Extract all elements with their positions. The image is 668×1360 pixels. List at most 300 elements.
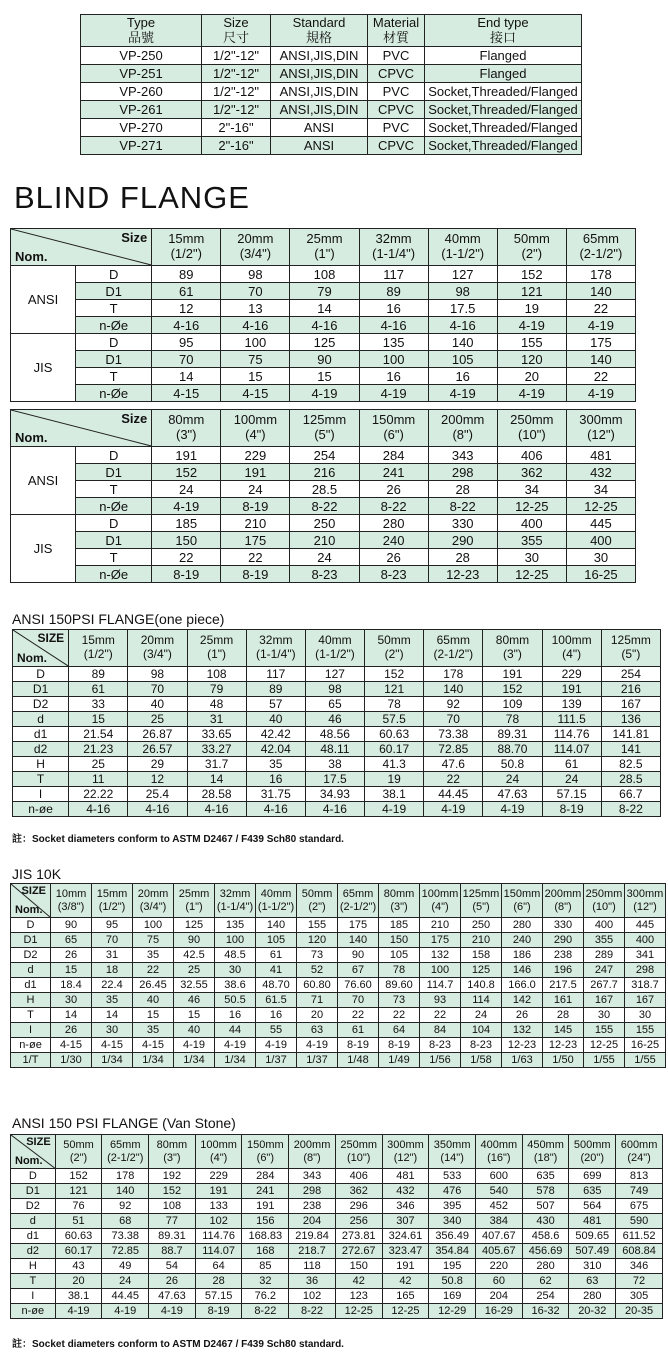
size-mm: 250mm: [585, 887, 623, 900]
size-mm: 80mm: [156, 1138, 188, 1151]
dimension-value: 1/48: [338, 1053, 379, 1068]
dimension-value: 47.6: [424, 757, 483, 772]
dimension-value: 256: [335, 1214, 382, 1229]
dimension-value: 60.80: [297, 978, 338, 993]
dimension-value: 400: [584, 918, 625, 933]
dimension-value: 33.27: [187, 742, 246, 757]
size-inch: (1-1/2"): [257, 900, 295, 913]
dimension-value: 117: [359, 266, 428, 283]
dimension-value: 117: [246, 667, 305, 682]
dimension-value: 14: [290, 300, 359, 317]
dimension-value: 12: [152, 300, 221, 317]
type-table-cell: VP-261: [81, 101, 202, 119]
dimension-label: d: [13, 712, 69, 727]
size-inch: (3"): [502, 647, 522, 661]
size-header-cell: [359, 229, 428, 266]
dimension-value: 289: [584, 948, 625, 963]
dimension-value: 57.15: [542, 787, 601, 802]
dimension-value: 22: [133, 963, 174, 978]
spec-row: [11, 1244, 663, 1259]
dimension-value: 140: [424, 682, 483, 697]
size-header-label: SIZE: [21, 885, 46, 897]
dimension-value: 71: [297, 993, 338, 1008]
dimension-value: 8-22: [601, 802, 660, 817]
dimension-value: 19: [497, 300, 566, 317]
dimension-value: 4-19: [102, 1304, 149, 1319]
dimension-label: D: [11, 1169, 56, 1184]
dimension-value: 12-25: [497, 498, 566, 515]
dimension-value: 400: [625, 933, 666, 948]
size-mm: 15mm: [96, 887, 128, 900]
dimension-value: 135: [215, 918, 256, 933]
dimension-label: d1: [13, 727, 69, 742]
type-table-header-cell: [271, 15, 368, 47]
size-inch: (5"): [621, 647, 641, 661]
dimension-value: 150: [335, 1259, 382, 1274]
size-nom-corner-cell: [11, 410, 152, 447]
type-table-cell: ANSI,JIS,DIN: [271, 101, 368, 119]
nom-header-label: Nom.: [17, 651, 47, 665]
dimension-value: 15: [174, 1008, 215, 1023]
size-header-label: SIZE: [26, 1136, 51, 1148]
header-chinese: 接口: [489, 29, 516, 45]
blind-flange-table-1: [10, 228, 636, 402]
dimension-value: 146: [502, 963, 543, 978]
dimension-value: 41.3: [365, 757, 424, 772]
dimension-value: 8-19: [338, 1038, 379, 1053]
size-header-cell: [69, 630, 128, 667]
dimension-value: 102: [195, 1214, 242, 1229]
dimension-value: 12-25: [584, 1038, 625, 1053]
dimension-value: 12-29: [429, 1304, 476, 1319]
ansi150-van-stone-note: 註：Socket diameters conform to ASTM D2467 / F439 Sch80 standard.: [12, 1339, 344, 1350]
size-inch: (12"): [393, 1151, 418, 1164]
blind-flange-table-2: [10, 409, 636, 583]
dimension-value: 57: [246, 697, 305, 712]
dimension-value: 61: [338, 1023, 379, 1038]
dimension-value: 675: [616, 1199, 663, 1214]
size-header-cell: [543, 884, 584, 918]
dimension-value: 82.5: [601, 757, 660, 772]
dimension-value: 4-19: [290, 385, 359, 402]
dimension-value: 210: [420, 918, 461, 933]
dimension-value: 132: [420, 948, 461, 963]
dimension-value: 12-23: [543, 1038, 584, 1053]
size-header-cell: [522, 1135, 569, 1169]
ansi150-van-stone-title: ANSI 150 PSI FLANGE (Van Stone): [12, 1115, 236, 1131]
jis10k-table: [10, 883, 666, 1068]
dimension-value: 15: [290, 368, 359, 385]
dimension-value: 76.2: [242, 1289, 289, 1304]
dimension-value: 8-22: [359, 498, 428, 515]
type-table-cell: VP-251: [81, 65, 202, 83]
dimension-value: 30: [215, 963, 256, 978]
dimension-value: 85: [242, 1259, 289, 1274]
dimension-value: 1/34: [215, 1053, 256, 1068]
dimension-value: 4-16: [187, 802, 246, 817]
dimension-value: 210: [221, 515, 290, 532]
dimension-value: 533: [429, 1169, 476, 1184]
dimension-value: 100: [420, 963, 461, 978]
size-inch: (6"): [513, 900, 531, 913]
dimension-value: 140: [566, 283, 635, 300]
dimension-value: 141.81: [601, 727, 660, 742]
type-table-cell: ANSI: [271, 137, 368, 155]
dimension-value: 481: [566, 447, 635, 464]
dimension-value: 111.5: [542, 712, 601, 727]
dimension-value: 1/30: [51, 1053, 92, 1068]
dimension-value: 140: [566, 351, 635, 368]
dimension-value: 166.0: [502, 978, 543, 993]
spec-row: [11, 1304, 663, 1319]
size-header-cell: [215, 884, 256, 918]
spec-row: [11, 948, 666, 963]
dimension-value: 343: [289, 1169, 336, 1184]
dimension-value: 406: [335, 1169, 382, 1184]
dimension-value: 30: [625, 1008, 666, 1023]
size-mm: 40mm: [318, 633, 352, 648]
size-mm: 50mm: [377, 633, 411, 648]
blind-flange-title: BLIND FLANGE: [14, 180, 250, 215]
dimension-value: 4-19: [149, 1304, 196, 1319]
dimension-label: n-Øe: [76, 498, 152, 515]
dimension-value: 26: [149, 1274, 196, 1289]
dimension-label: T: [76, 549, 152, 566]
nom-header-label: Nom.: [15, 904, 43, 916]
dimension-value: 26: [359, 481, 428, 498]
dimension-value: 1/56: [420, 1053, 461, 1068]
size-header-cell: [133, 884, 174, 918]
size-inch: (18"): [533, 1151, 558, 1164]
type-table-header-cell: [368, 15, 425, 47]
dimension-value: 54: [149, 1259, 196, 1274]
dimension-value: 114: [461, 993, 502, 1008]
dimension-value: 100: [215, 933, 256, 948]
size-mm: 40mm: [444, 231, 481, 247]
dimension-value: 30: [92, 1023, 133, 1038]
dimension-value: 44.45: [102, 1289, 149, 1304]
type-table-row: [81, 137, 582, 155]
dimension-value: 35: [246, 757, 305, 772]
dimension-label: D: [11, 918, 51, 933]
size-mm: 600mm: [620, 1138, 658, 1151]
size-inch: (4"): [245, 427, 266, 442]
dimension-value: 12: [128, 772, 187, 787]
dimension-value: 24: [102, 1274, 149, 1289]
dimension-value: 55: [256, 1023, 297, 1038]
dimension-value: 70: [92, 933, 133, 948]
dimension-value: 4-16: [428, 317, 497, 334]
dimension-value: 196: [543, 963, 584, 978]
dimension-label: I: [11, 1023, 51, 1038]
dimension-value: 90: [51, 918, 92, 933]
blind-flange-row: [11, 566, 636, 583]
size-mm: 100mm: [200, 1138, 237, 1151]
size-mm: 450mm: [527, 1138, 564, 1151]
dimension-value: 330: [543, 918, 584, 933]
spec-row: [11, 963, 666, 978]
dimension-value: 4-19: [566, 385, 635, 402]
dimension-value: 432: [382, 1184, 429, 1199]
dimension-label: 1/T: [11, 1053, 51, 1068]
dimension-value: 12-25: [566, 498, 635, 515]
dimension-label: D1: [11, 933, 51, 948]
spec-row: [11, 1053, 666, 1068]
size-mm: 15mm: [81, 633, 115, 648]
ansi150-one-piece-note: 註：Socket diameters conform to ASTM D2467 / F439 Sch80 standard.: [12, 834, 344, 845]
dimension-value: 93: [420, 993, 461, 1008]
dimension-value: 120: [497, 351, 566, 368]
size-inch: (1"): [185, 900, 203, 913]
size-header-cell: [428, 229, 497, 266]
size-header-cell: [152, 229, 221, 266]
dimension-value: 192: [149, 1169, 196, 1184]
dimension-value: 77: [149, 1214, 196, 1229]
type-table-cell: ANSI,JIS,DIN: [271, 65, 368, 83]
dimension-value: 296: [335, 1199, 382, 1214]
dimension-label: D1: [76, 351, 152, 368]
dimension-value: 67: [338, 963, 379, 978]
spec-row: [13, 787, 661, 802]
dimension-label: D1: [76, 464, 152, 481]
dimension-value: 155: [584, 1023, 625, 1038]
dimension-value: 90: [174, 933, 215, 948]
dimension-value: 343: [428, 447, 497, 464]
size-mm: 250mm: [340, 1138, 378, 1151]
dimension-value: 341: [625, 948, 666, 963]
size-header-cell: [359, 410, 428, 447]
dimension-value: 73: [379, 993, 420, 1008]
type-table-cell: PVC: [368, 119, 425, 137]
size-header-cell: [221, 229, 290, 266]
dimension-value: 191: [242, 1199, 289, 1214]
dimension-label: d2: [13, 742, 69, 757]
dimension-value: 64: [195, 1259, 242, 1274]
dimension-value: 42.04: [246, 742, 305, 757]
dimension-value: 25.4: [128, 787, 187, 802]
dimension-value: 1/34: [133, 1053, 174, 1068]
type-table-cell: ANSI,JIS,DIN: [271, 83, 368, 101]
size-header-label: Size: [121, 411, 148, 426]
blind-flange-row: [11, 481, 636, 498]
size-header-cell: [152, 410, 221, 447]
ansi150_one-header-row: [13, 630, 661, 667]
size-inch: (2"): [308, 900, 326, 913]
dimension-value: 46: [305, 712, 364, 727]
dimension-value: 21.23: [69, 742, 128, 757]
size-mm: 100mm: [421, 887, 459, 900]
dimension-value: 238: [289, 1199, 336, 1214]
size-header-cell: [382, 1135, 429, 1169]
dimension-value: 114.7: [420, 978, 461, 993]
dimension-value: 114.07: [542, 742, 601, 757]
dimension-value: 121: [365, 682, 424, 697]
dimension-value: 60.17: [55, 1244, 102, 1259]
dimension-value: 26: [51, 1023, 92, 1038]
dimension-value: 355: [497, 532, 566, 549]
size-header-cell: [92, 884, 133, 918]
size-header-cell: [187, 630, 246, 667]
dimension-label: D1: [76, 532, 152, 549]
dimension-value: 16: [215, 1008, 256, 1023]
size-inch: (3/4"): [142, 647, 172, 661]
dimension-value: 8-22: [289, 1304, 336, 1319]
size-header-cell: [365, 630, 424, 667]
size-inch: (4"): [431, 900, 449, 913]
dimension-value: 89: [359, 283, 428, 300]
dimension-value: 40: [128, 697, 187, 712]
dimension-label: T: [11, 1274, 56, 1289]
size-mm: 100mm: [551, 633, 592, 648]
dimension-value: 4-19: [256, 1038, 297, 1053]
size-inch: (12"): [633, 900, 657, 913]
size-inch: (4"): [562, 647, 582, 661]
type-table-cell: Socket,Threaded/Flanged: [425, 83, 582, 101]
size-header-cell: [305, 630, 364, 667]
dimension-value: 216: [601, 682, 660, 697]
dimension-value: 47.63: [149, 1289, 196, 1304]
size-mm: 65mm: [109, 1138, 141, 1151]
dimension-value: 20: [497, 368, 566, 385]
dimension-value: 32.55: [174, 978, 215, 993]
dimension-value: 48.70: [256, 978, 297, 993]
dimension-value: 30: [584, 1008, 625, 1023]
size-inch: (3/4"): [139, 900, 167, 913]
dimension-value: 168.83: [242, 1229, 289, 1244]
dimension-value: 13: [221, 300, 290, 317]
type-table-row: [81, 101, 582, 119]
type-table: [80, 14, 582, 155]
dimension-value: 142: [502, 993, 543, 1008]
header-chinese: 材質: [382, 29, 409, 45]
dimension-value: 140.8: [461, 978, 502, 993]
size-header-label: Size: [121, 230, 148, 245]
dimension-value: 4-15: [152, 385, 221, 402]
dimension-value: 4-15: [51, 1038, 92, 1053]
dimension-value: 75: [221, 351, 290, 368]
dimension-value: 16: [359, 368, 428, 385]
dimension-value: 72.85: [102, 1244, 149, 1259]
size-header-cell: [429, 1135, 476, 1169]
dimension-value: 141: [601, 742, 660, 757]
dimension-label: I: [13, 787, 69, 802]
size-mm: 150mm: [371, 412, 416, 428]
dimension-value: 31.75: [246, 787, 305, 802]
dimension-value: 406: [497, 447, 566, 464]
dimension-value: 284: [359, 447, 428, 464]
dimension-value: 8-19: [221, 566, 290, 583]
dimension-value: 4-15: [92, 1038, 133, 1053]
dimension-value: 19: [365, 772, 424, 787]
blind-flange-row: [11, 334, 636, 351]
dimension-value: 108: [149, 1199, 196, 1214]
dimension-value: 22: [424, 772, 483, 787]
dimension-value: 298: [289, 1184, 336, 1199]
dimension-label: H: [11, 993, 51, 1008]
dimension-value: 175: [338, 918, 379, 933]
dimension-value: 136: [601, 712, 660, 727]
dimension-value: 156: [242, 1214, 289, 1229]
dimension-value: 38.6: [215, 978, 256, 993]
dimension-label: T: [76, 368, 152, 385]
dimension-value: 61: [542, 757, 601, 772]
spec-row: [11, 1259, 663, 1274]
dimension-label: D: [76, 334, 152, 351]
dimension-value: 318.7: [625, 978, 666, 993]
dimension-value: 280: [502, 918, 543, 933]
dimension-value: 8-22: [428, 498, 497, 515]
size-header-cell: [428, 410, 497, 447]
size-header-cell: [625, 884, 666, 918]
dimension-value: 12-25: [497, 566, 566, 583]
dimension-value: 152: [152, 464, 221, 481]
size-inch: (1-1/4"): [372, 246, 416, 261]
dimension-value: 8-23: [290, 566, 359, 583]
size-inch: (2"): [384, 647, 404, 661]
type-table-cell: PVC: [368, 47, 425, 65]
size-header-cell: [542, 630, 601, 667]
dimension-value: 169: [429, 1289, 476, 1304]
dimension-label: I: [11, 1289, 56, 1304]
dimension-value: 20: [297, 1008, 338, 1023]
dimension-value: 114.07: [195, 1244, 242, 1259]
size-nom-corner-cell: [11, 1135, 56, 1169]
size-inch: (6"): [256, 1151, 275, 1164]
size-inch: (6"): [383, 427, 404, 442]
spec-row: [11, 1229, 663, 1244]
dimension-value: 98: [428, 283, 497, 300]
type-table-cell: Flanged: [425, 65, 582, 83]
size-mm: 20mm: [237, 231, 274, 247]
type-table-cell: 2"-16": [202, 119, 271, 137]
dimension-value: 84: [420, 1023, 461, 1038]
type-table-cell: VP-271: [81, 137, 202, 155]
dimension-value: 33: [69, 697, 128, 712]
dimension-value: 16-25: [625, 1038, 666, 1053]
dimension-value: 290: [543, 933, 584, 948]
size-inch: (1"): [314, 246, 335, 261]
dimension-value: 185: [152, 515, 221, 532]
dimension-value: 152: [365, 667, 424, 682]
dimension-value: 481: [569, 1214, 616, 1229]
dimension-value: 42: [335, 1274, 382, 1289]
dimension-value: 400: [566, 532, 635, 549]
dimension-value: 108: [187, 667, 246, 682]
size-mm: 500mm: [573, 1138, 611, 1151]
spec-row: [11, 1184, 663, 1199]
dimension-value: 150: [379, 933, 420, 948]
spec-row: [11, 978, 666, 993]
dimension-value: 204: [289, 1214, 336, 1229]
size-mm: 80mm: [495, 633, 530, 648]
dimension-value: 4-19: [483, 802, 542, 817]
dimension-value: 458.6: [522, 1229, 569, 1244]
size-mm: 150mm: [246, 1138, 284, 1151]
dimension-value: 15: [69, 712, 128, 727]
dimension-value: 100: [133, 918, 174, 933]
dimension-value: 21.54: [69, 727, 128, 742]
size-inch: (10"): [517, 427, 546, 442]
dimension-value: 104: [461, 1023, 502, 1038]
dimension-value: 29: [128, 757, 187, 772]
size-inch: (1-1/2"): [441, 246, 485, 261]
dimension-value: 123: [335, 1289, 382, 1304]
size-mm: 25mm: [199, 633, 234, 648]
size-header-cell: [584, 884, 625, 918]
dimension-value: 70: [424, 712, 483, 727]
dimension-value: 140: [256, 918, 297, 933]
size-mm: 300mm: [387, 1138, 424, 1151]
